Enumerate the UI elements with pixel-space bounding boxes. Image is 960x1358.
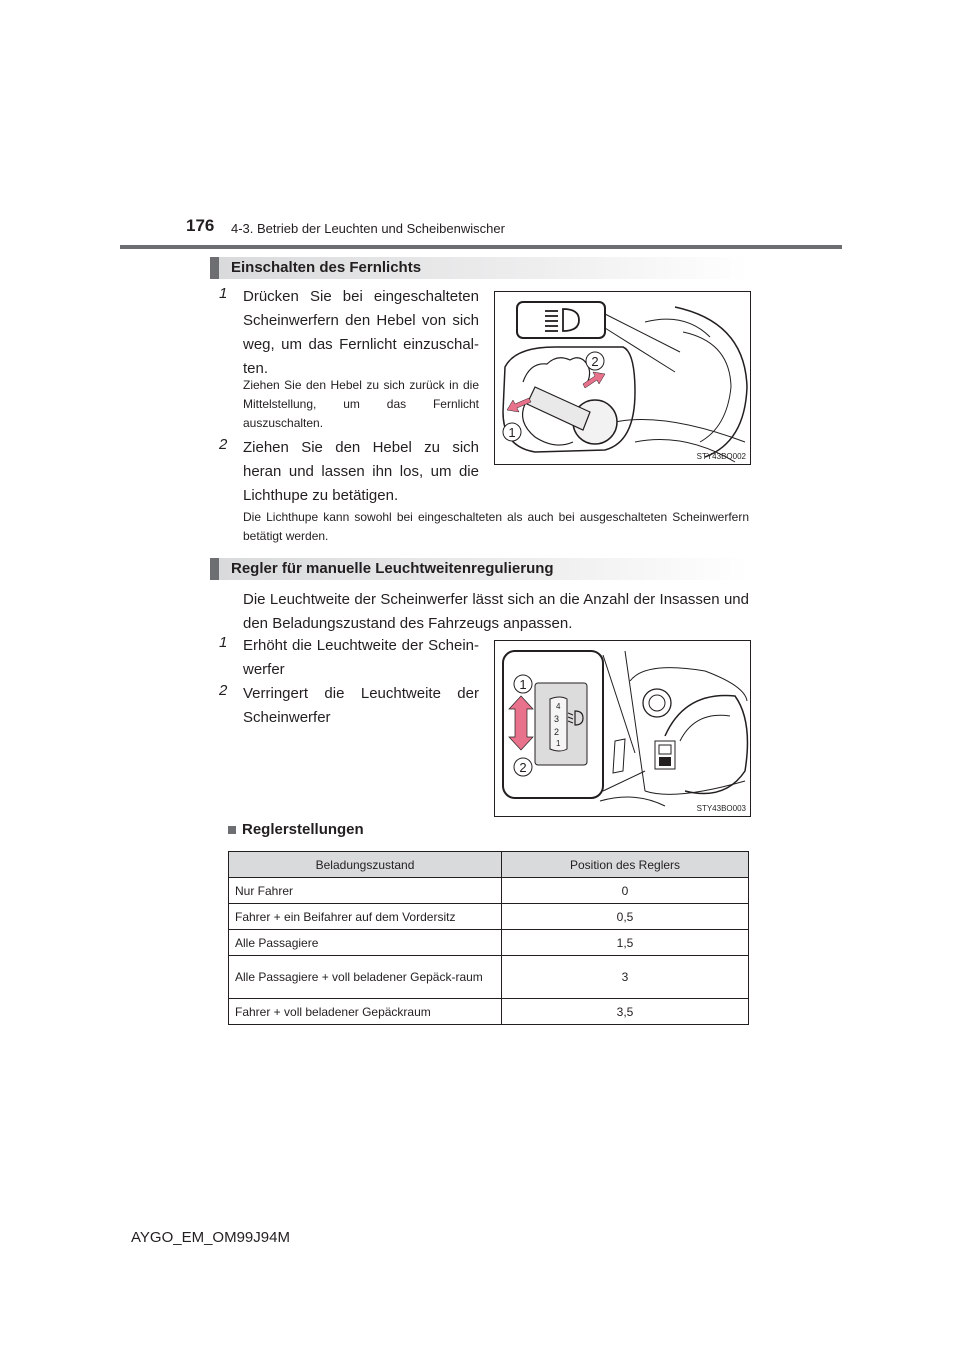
table-header-row bbox=[229, 852, 749, 878]
heading-regler bbox=[210, 558, 750, 580]
step-2-text: Ziehen Sie den Hebel zu sich heran und lassen ihn los, um die Lichthupe zu betätigen. bbox=[243, 439, 479, 504]
regler-step-1-text: Erhöht die Leuchtweite der Schein-werfer bbox=[243, 637, 479, 678]
table-cell: 1,5 bbox=[502, 930, 749, 956]
table-cell: 3,5 bbox=[502, 999, 749, 1025]
regler-callout-1-label: 1 bbox=[519, 677, 527, 692]
table-row bbox=[229, 956, 749, 999]
lichthupe-note: Die Lichthupe kann sowohl bei eingeschalteten als auch bei ausgeschalteten Scheinwerfern betätigt werden. bbox=[243, 510, 749, 543]
table-cell: 0,5 bbox=[502, 904, 749, 930]
table-cell: Alle Passagiere bbox=[229, 930, 502, 956]
table-row bbox=[229, 878, 749, 904]
callout-2-label: 2 bbox=[591, 354, 599, 369]
table-cell: 0 bbox=[502, 878, 749, 904]
dial-illustration bbox=[495, 641, 750, 816]
figure-fernlicht bbox=[494, 291, 751, 465]
step-1-text: Drücken Sie bei eingeschalteten Scheinwerfern den Hebel von sich weg, um das Fernlicht einzuschal-ten. bbox=[243, 288, 479, 377]
table-cell: Fahrer + voll beladener Gepäckraum bbox=[229, 999, 502, 1025]
table-cell: Alle Passagiere + voll beladener Gepäck-raum bbox=[229, 956, 502, 999]
regler-step-1-number: 1 bbox=[219, 634, 228, 651]
table-row bbox=[229, 904, 749, 930]
arrow-pull bbox=[507, 398, 531, 412]
step-1-number: 1 bbox=[219, 285, 228, 302]
heading-fernlicht-text: Einschalten des Fernlichts bbox=[231, 259, 422, 276]
page-number: 176 bbox=[186, 216, 215, 235]
step-2-number: 2 bbox=[219, 436, 228, 453]
dial-mark-4: 4 bbox=[556, 702, 561, 711]
table-cell: Nur Fahrer bbox=[229, 878, 502, 904]
section-title: 4-3. Betrieb der Leuchten und Scheibenwischer bbox=[231, 221, 505, 236]
table-cell: 3 bbox=[502, 956, 749, 999]
footer-code: AYGO_EM_OM99J94M bbox=[131, 1229, 290, 1246]
table-row bbox=[229, 999, 749, 1025]
lever-illustration bbox=[495, 292, 750, 464]
bullet-square bbox=[228, 826, 236, 834]
callout-box bbox=[517, 302, 605, 338]
regler-callout-2-label: 2 bbox=[519, 760, 527, 775]
figure-regler bbox=[494, 640, 751, 817]
heading-regler-text: Regler für manuelle Leuchtweitenregulierung bbox=[231, 560, 554, 577]
regler-step-2-number: 2 bbox=[219, 682, 228, 699]
header-beladungszustand: Beladungszustand bbox=[229, 852, 502, 878]
arrow-push bbox=[583, 372, 605, 388]
step-1-note: Ziehen Sie den Hebel zu sich zurück in die Mittelstellung, um das Fernlicht auszuschalten. bbox=[243, 378, 479, 430]
table-row bbox=[229, 930, 749, 956]
settings-table bbox=[228, 851, 749, 1025]
dial-mark-2: 2 bbox=[554, 727, 560, 737]
lever bbox=[527, 387, 590, 430]
figure-code: STY43BO003 bbox=[696, 804, 746, 813]
header-position: Position des Reglers bbox=[502, 852, 749, 878]
heading-fernlicht bbox=[210, 257, 750, 279]
figure-code: STY43BO002 bbox=[696, 452, 746, 461]
header-rule bbox=[120, 245, 842, 249]
settings-title: Reglerstellungen bbox=[242, 821, 364, 838]
regler-intro: Die Leuchtweite der Scheinwerfer lässt sich an die Anzahl der Insassen und den Beladungszustand des Fahrzeugs anpassen. bbox=[243, 591, 749, 632]
regler-step-2-text: Verringert die Leuchtweite der Scheinwerfer bbox=[243, 685, 479, 726]
callout-1-label: 1 bbox=[508, 425, 516, 440]
table-cell: Fahrer + ein Beifahrer auf dem Vordersitz bbox=[229, 904, 502, 930]
dial-mark-3: 3 bbox=[554, 714, 560, 724]
dial-mark-1: 1 bbox=[556, 739, 561, 748]
